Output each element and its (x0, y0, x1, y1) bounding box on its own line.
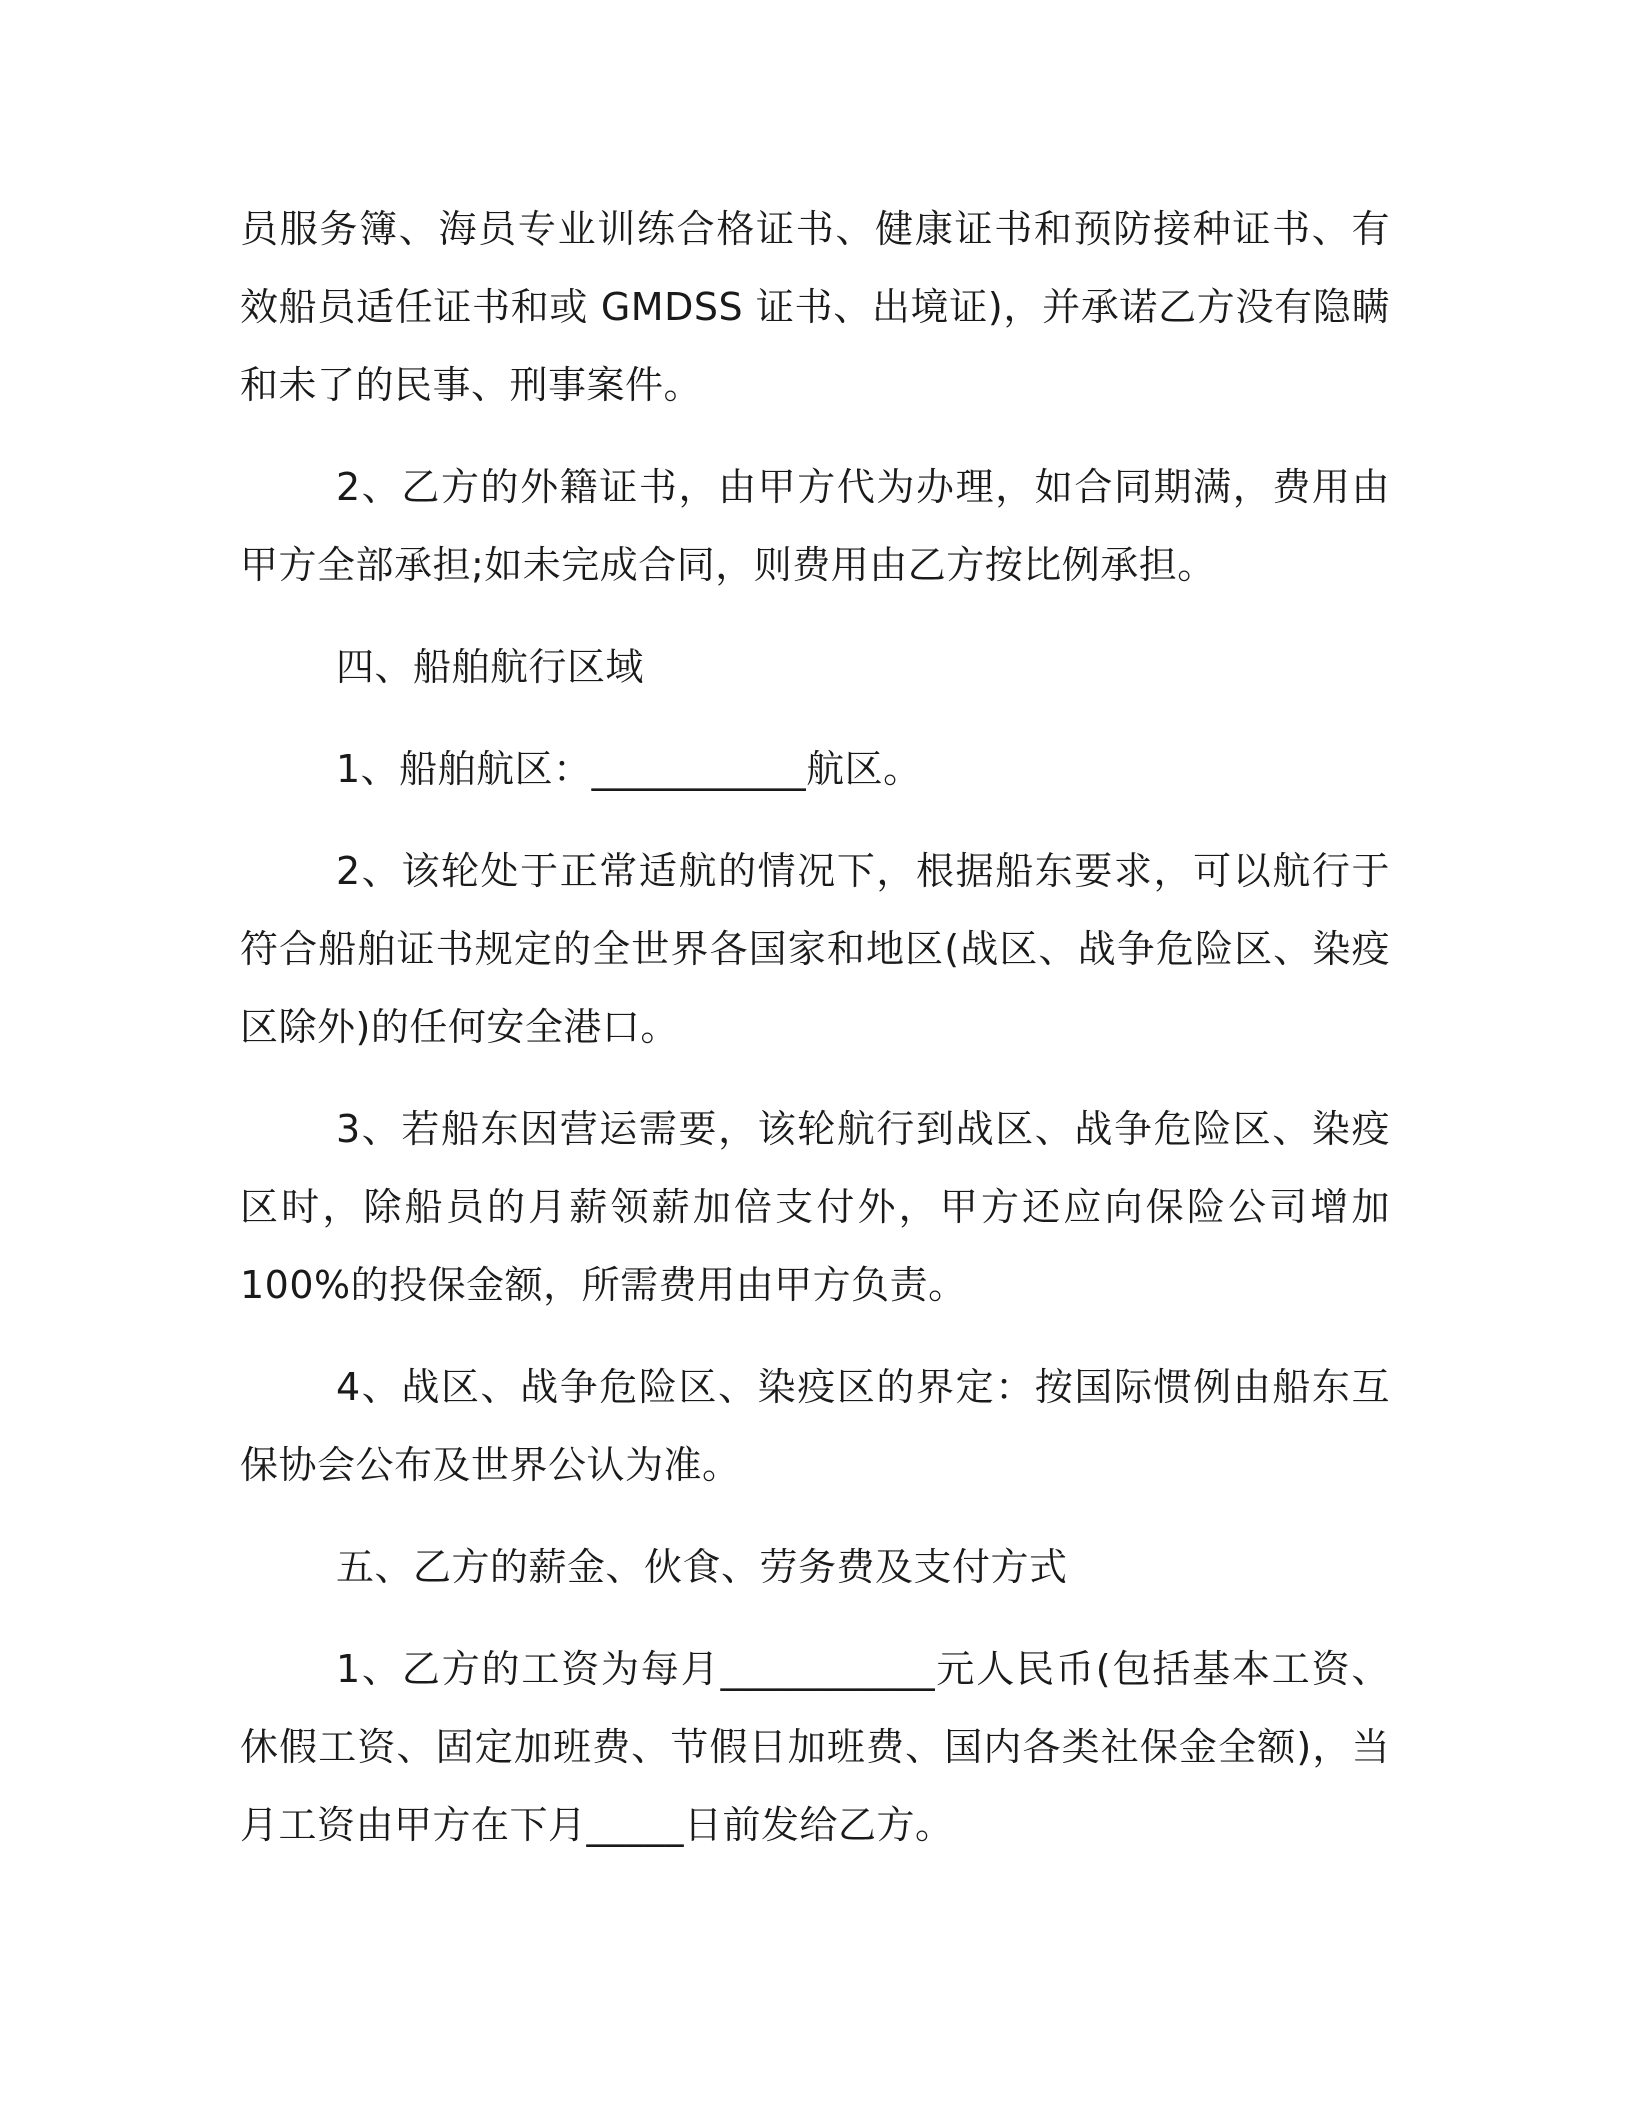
paragraph-certificates-continued: 员服务簿、海员专业训练合格证书、健康证书和预防接种证书、有效船员适任证书和或 GMDSS 证书、出境证)，并承诺乙方没有隐瞒和未了的民事、刑事案件。 (240, 207, 1390, 407)
section-heading-salary: 五、乙方的薪金、伙食、劳务费及支付方式 (336, 1545, 1068, 1589)
paragraph-war-zone-definition: 4、战区、战争危险区、染疫区的界定：按国际惯例由船东互保协会公布及世界公认为准。 (240, 1365, 1390, 1487)
paragraph-navigation-zone: 1、船舶航区：___________航区。 (336, 747, 922, 791)
paragraph-seaworthy-ports: 2、该轮处于正常适航的情况下，根据船东要求，可以航行于符合船舶证书规定的全世界各国家和地区(战区、战争危险区、染疫区除外)的任何安全港口。 (240, 849, 1390, 1049)
document-body (240, 190, 1390, 1888)
section-heading-navigation-area: 四、船舶航行区域 (336, 645, 645, 689)
paragraph-foreign-certificates: 2、乙方的外籍证书，由甲方代为办理，如合同期满，费用由甲方全部承担;如未完成合同，则费用由乙方按比例承担。 (240, 465, 1390, 587)
paragraph-war-zone-pay: 3、若船东因营运需要，该轮航行到战区、战争危险区、染疫区时，除船员的月薪领薪加倍支付外，甲方还应向保险公司增加 100%的投保金额，所需费用由甲方负责。 (240, 1107, 1390, 1307)
paragraph-monthly-salary: 1、乙方的工资为每月___________元人民币(包括基本工资、休假工资、固定加班费、节假日加班费、国内各类社保金全额)，当月工资由甲方在下月_____日前发给乙方。 (240, 1647, 1390, 1847)
